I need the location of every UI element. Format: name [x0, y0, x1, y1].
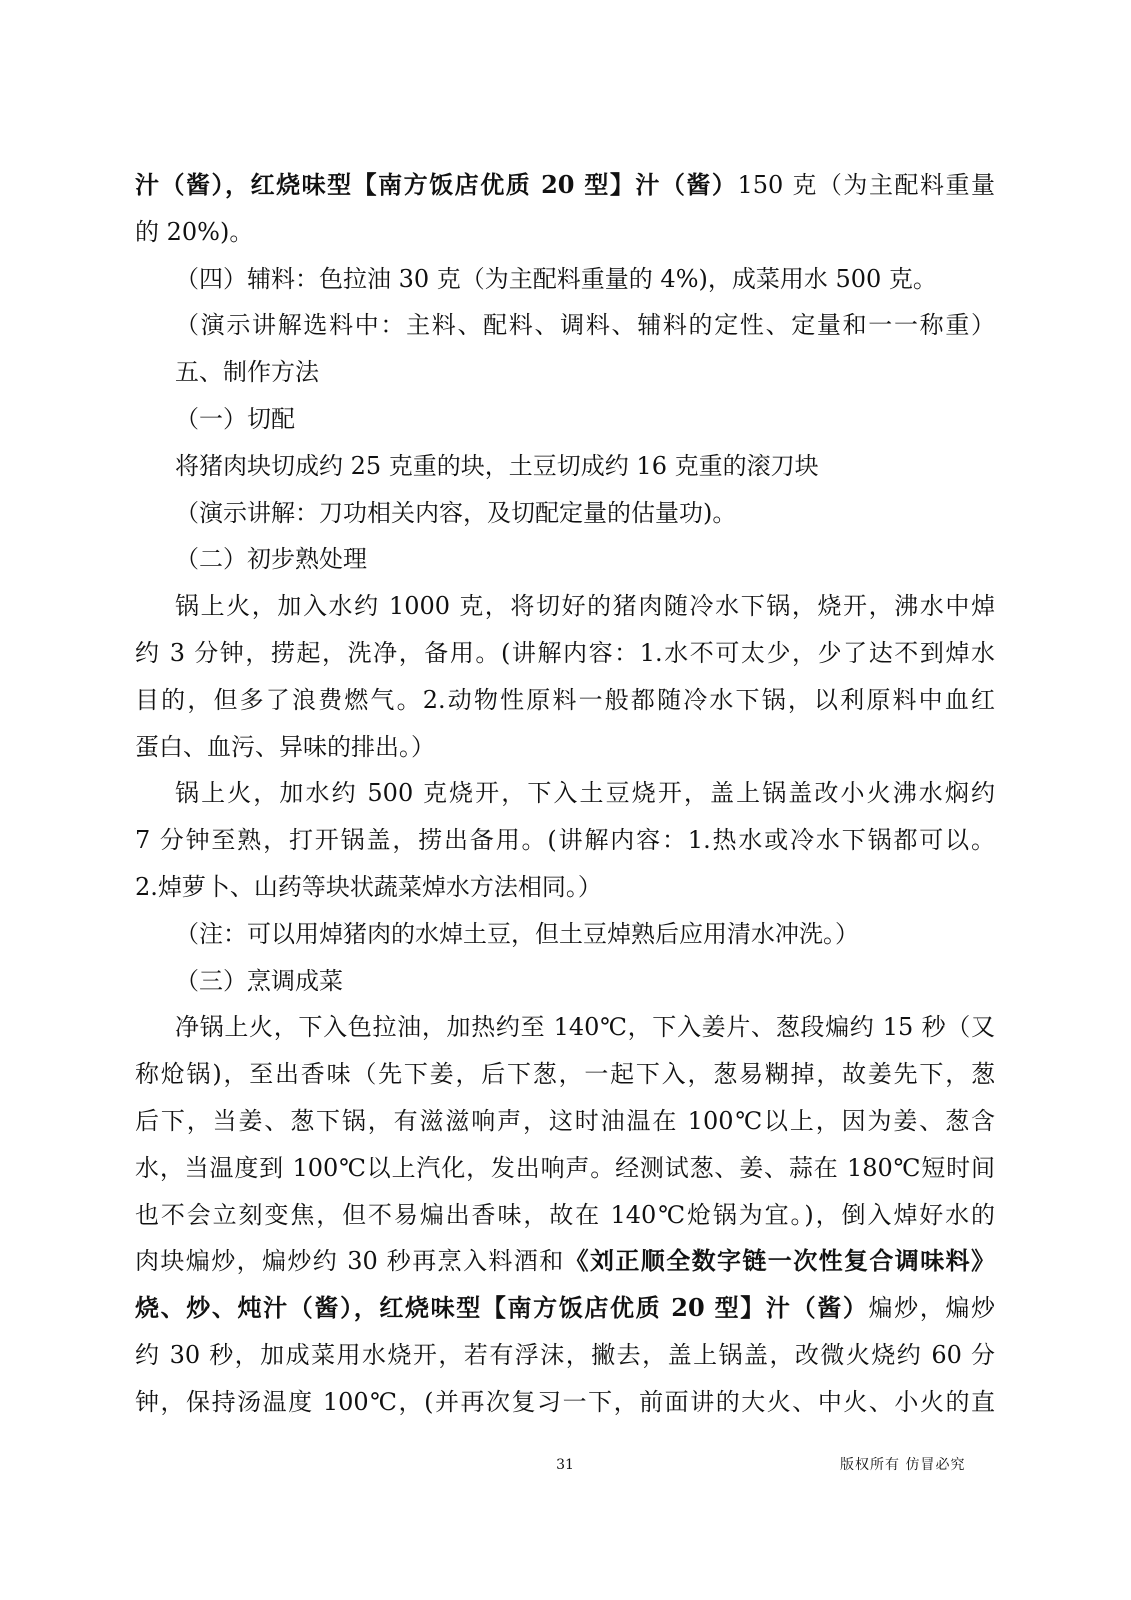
text-segment: 150 克（为主配料重量 [737, 171, 995, 199]
body-line-12: 目的，但多了浪费燃气。2.动物性原料一般都随冷水下锅，以利原料中血红 [135, 685, 995, 714]
body-line-10: 锅上火，加入水约 1000 克，将切好的猪肉随冷水下锅，烧开，沸水中焯 [175, 592, 995, 621]
body-line-15: 7 分钟至熟，打开锅盖，捞出备用。(讲解内容：1.热水或冷水下锅都可以。 [135, 826, 995, 855]
body-line-16: 2.焯萝卜、山药等块状蔬菜焯水方法相同。） [135, 872, 602, 901]
note-potato: （注：可以用焯猪肉的水焯土豆，但土豆焯熟后应用清水冲洗。） [175, 919, 859, 948]
text-segment: 煸炒，煸炒 [868, 1294, 995, 1323]
demo-note-cutting: （演示讲解：刀功相关内容，及切配定量的估量功)。 [175, 498, 737, 527]
bold-product-name: 烧、炒、炖汁（酱），红烧味型【南方饭店优质 20 型】汁（酱） [135, 1293, 869, 1323]
bold-product-name: 汁（酱），红烧味型【南方饭店优质 20 型】汁（酱） [135, 170, 738, 199]
body-line-2: 的 20%)。 [135, 217, 254, 246]
body-line-11: 约 3 分钟，捞起，洗净，备用。(讲解内容：1.水不可太少，少了达不到焯水 [135, 638, 995, 667]
body-line-19: 净锅上火，下入色拉油，加热约至 140℃，下入姜片、葱段煸约 15 秒（又 [175, 1013, 995, 1042]
section-auxiliary: （四）辅料：色拉油 30 克（为主配料重量的 4%)，成菜用水 500 克。 [175, 264, 937, 293]
body-line-24 [135, 1238, 995, 1285]
body-line-21: 后下，当姜、葱下锅，有滋滋响声，这时油温在 100℃以上，因为姜、葱含 [135, 1106, 995, 1135]
body-line-27: 钟，保持汤温度 100℃，(并再次复习一下，前面讲的大火、中火、小火的直 [135, 1387, 995, 1416]
body-line-26: 约 30 秒，加成菜用水烧开，若有浮沫，撇去，盖上锅盖，改微火烧约 60 分 [135, 1340, 995, 1369]
subheading-cooking: （三）烹调成菜 [175, 966, 343, 995]
body-line-cutting: 将猪肉块切成约 25 克重的块，土豆切成约 16 克重的滚刀块 [175, 451, 819, 480]
body-line-1 [135, 162, 995, 209]
body-line-13: 蛋白、血污、异味的排出。） [135, 732, 435, 761]
demo-note-ingredients: （演示讲解选料中：主料、配料、调料、辅料的定性、定量和一一称重） [175, 311, 995, 340]
heading-method: 五、制作方法 [175, 358, 319, 387]
body-line-22: 水，当温度到 100℃以上汽化，发出响声。经测试葱、姜、蒜在 180℃短时间 [135, 1153, 995, 1182]
subheading-cutting: （一）切配 [175, 404, 295, 433]
subheading-pretreatment: （二）初步熟处理 [175, 545, 367, 574]
bold-product-name: 《刘正顺全数字链一次性复合调味料》 [564, 1246, 995, 1276]
page-number: 31 [556, 1457, 574, 1473]
body-line-23: 也不会立刻变焦，但不易煸出香味，故在 140℃炝锅为宜。)，倒入焯好水的 [135, 1200, 995, 1229]
text-segment: 肉块煸炒，煸炒约 30 秒再烹入料酒和 [135, 1247, 565, 1276]
body-line-14: 锅上火，加水约 500 克烧开，下入土豆烧开，盖上锅盖改小火沸水焖约 [175, 779, 995, 808]
document-body [135, 162, 995, 1426]
copyright-notice: 版权所有 仿冒必究 [840, 1457, 966, 1473]
body-line-20: 称炝锅)，至出香味（先下姜，后下葱，一起下入，葱易糊掉，故姜先下，葱 [135, 1060, 995, 1089]
body-line-25 [135, 1285, 995, 1332]
